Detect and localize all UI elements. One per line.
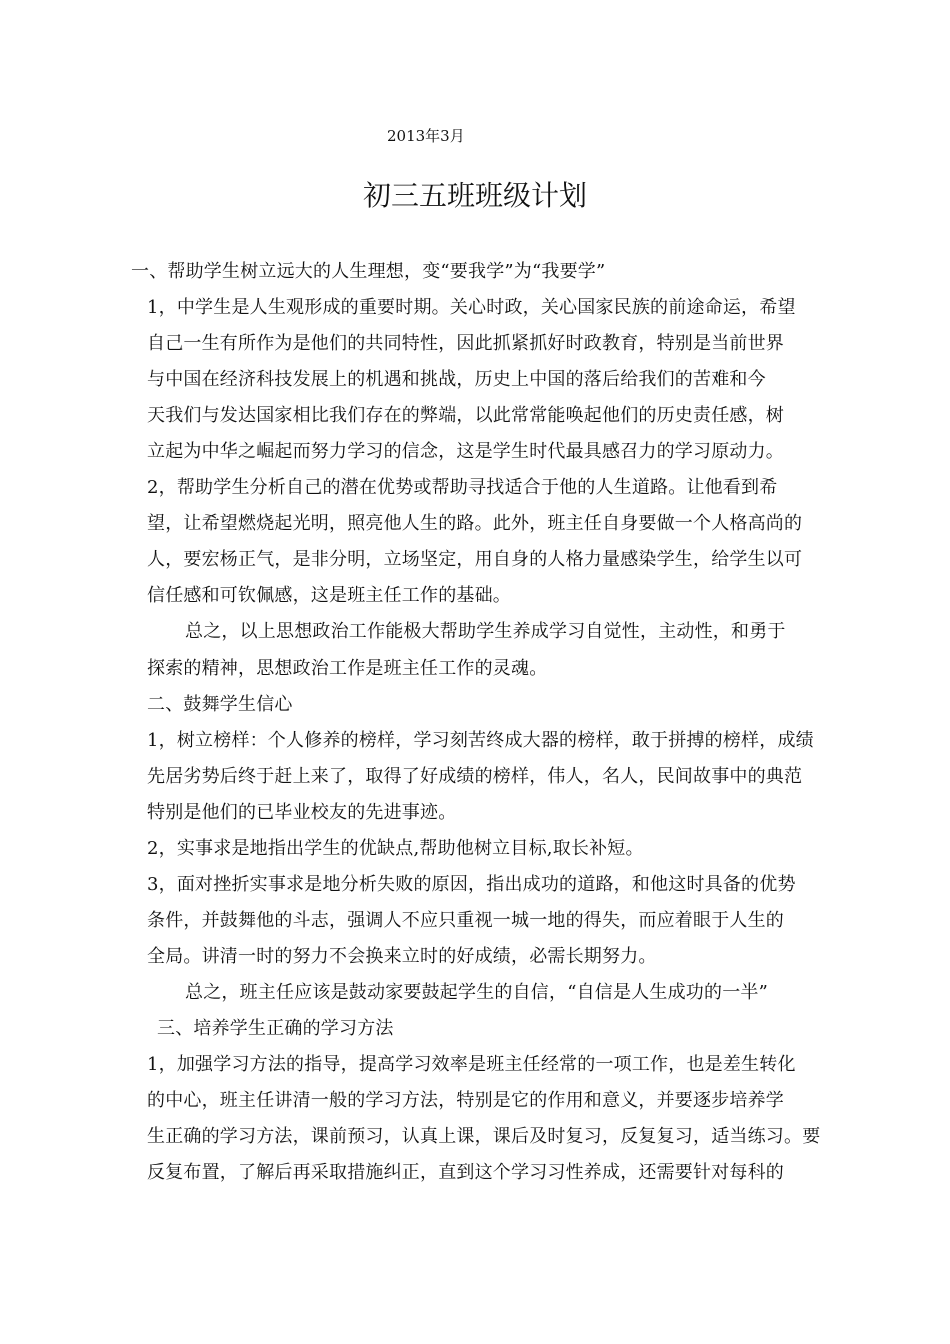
paragraph-line: 特别是他们的已毕业校友的先进事迹。	[147, 801, 457, 823]
paragraph-line: 2，帮助学生分析自己的潜在优势或帮助寻找适合于他的人生道路。让他看到希	[147, 477, 778, 499]
paragraph-line: 全局。讲清一时的努力不会换来立时的好成绩，必需长期努力。	[147, 945, 657, 967]
paragraph-line: 的中心，班主任讲清一般的学习方法，特别是它的作用和意义，并要逐步培养学	[147, 1090, 784, 1112]
paragraph-line: 立起为中华之崛起而努力学习的信念，这是学生时代最具感召力的学习原动力。	[147, 441, 784, 463]
paragraph-line: 信任感和可钦佩感，这是班主任工作的基础。	[147, 585, 511, 607]
paragraph-line: 生正确的学习方法，课前预习，认真上课，课后及时复习，反复复习，适当练习。要	[147, 1126, 821, 1148]
paragraph-line: 条件，并鼓舞他的斗志，强调人不应只重视一城一地的得失，而应着眼于人生的	[147, 909, 784, 931]
paragraph-line: 反复布置，了解后再采取措施纠正，直到这个学习习性养成，还需要针对每科的	[147, 1162, 784, 1184]
paragraph-line: 人，要宏杨正气，是非分明，立场坚定，用自身的人格力量感染学生，给学生以可	[147, 549, 803, 571]
document-body	[0, 254, 950, 1191]
section-heading-1: 一、帮助学生树立远大的人生理想，变“要我学”为“我要学”	[131, 261, 606, 282]
paragraph-line: 自己一生有所作为是他们的共同特性，因此抓紧抓好时政教育，特别是当前世界	[147, 333, 784, 355]
paragraph-line: 望，让希望燃烧起光明，照亮他人生的路。此外，班主任自身要做一个人格高尚的	[147, 513, 803, 535]
document-date: 2013年3月	[387, 127, 465, 145]
section-heading-3: 三、培养学生正确的学习方法	[157, 1017, 394, 1039]
paragraph-line: 天我们与发达国家相比我们存在的弊端，以此常常能唤起他们的历史责任感，树	[147, 405, 784, 427]
paragraph-line: 1，树立榜样：个人修养的榜样，学习刻苦终成大器的榜样，敢于拼搏的榜样，成绩	[147, 729, 814, 751]
paragraph-line: 1，中学生是人生观形成的重要时期。关心时政，关心国家民族的前途命运，希望	[147, 297, 796, 319]
paragraph-line: 先居劣势后终于赶上来了，取得了好成绩的榜样，伟人，名人，民间故事中的典范	[147, 765, 803, 787]
paragraph-line: 探索的精神，思想政治工作是班主任工作的灵魂。	[147, 657, 548, 679]
paragraph-line: 2，实事求是地指出学生的优缺点,帮助他树立目标,取长补短。	[147, 837, 644, 859]
summary-line: 总之，班主任应该是鼓动家要鼓起学生的自信，“自信是人生成功的一半”	[185, 981, 769, 1003]
section-heading-2: 二、鼓舞学生信心	[147, 693, 293, 715]
paragraph-line: 3，面对挫折实事求是地分析失败的原因，指出成功的道路，和他这时具备的优势	[147, 873, 796, 895]
paragraph-line: 与中国在经济科技发展上的机遇和挑战，历史上中国的落后给我们的苦难和今	[147, 369, 766, 391]
document-title: 初三五班班级计划	[362, 179, 587, 212]
summary-line: 总之，以上思想政治工作能极大帮助学生养成学习自觉性，主动性，和勇于	[185, 621, 786, 643]
paragraph-line: 1，加强学习方法的指导，提高学习效率是班主任经常的一项工作，也是差生转化	[147, 1054, 796, 1076]
